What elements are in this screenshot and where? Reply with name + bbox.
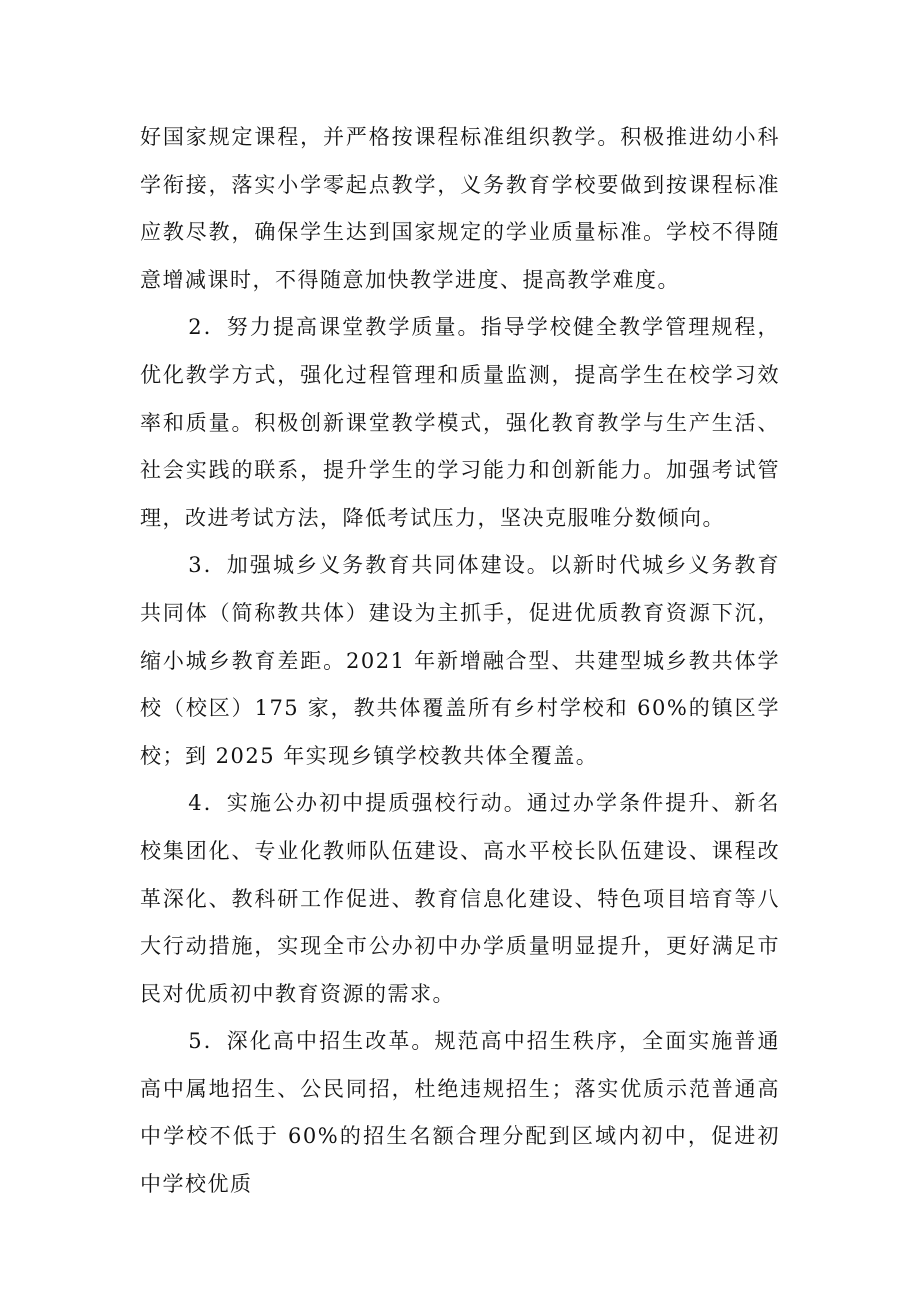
paragraph-item-3: 3．加强城乡义务教育共同体建设。以新时代城乡义务教育共同体（简称教共体）建设为主抓手，促进优质教育资源下沉，缩小城乡教育差距。2021 年新增融合型、共建型城乡教共体学校（校区）175 家，教共体覆盖所有乡村学校和 60%的镇区学校；到 2025 年实现乡镇学校教共体全覆盖。 — [140, 553, 780, 768]
paragraph-item-4: 4．实施公办初中提质强校行动。通过办学条件提升、新名校集团化、专业化教师队伍建设、高水平校长队伍建设、课程改革深化、教科研工作促进、教育信息化建设、特色项目培育等八大行动措施，实现全市公办初中办学质量明显提升，更好满足市民对优质初中教育资源的需求。 — [140, 791, 780, 1006]
document-body — [140, 114, 780, 1209]
paragraph-item-2: 2．努力提高课堂教学质量。指导学校健全教学管理规程，优化教学方式，强化过程管理和质量监测，提高学生在校学习效率和质量。积极创新课堂教学模式，强化教育教学与生产生活、社会实践的联系，提升学生的学习能力和创新能力。加强考试管理，改进考试方法，降低考试压力，坚决克服唯分数倾向。 — [140, 315, 780, 530]
paragraph-item-5: 5．深化高中招生改革。规范高中招生秩序，全面实施普通高中属地招生、公民同招，杜绝违规招生；落实优质示范普通高中学校不低于 60%的招生名额合理分配到区域内初中，促进初中学校优质 — [140, 1029, 780, 1197]
paragraph-continuation: 好国家规定课程，并严格按课程标准组织教学。积极推进幼小科学衔接，落实小学零起点教学，义务教育学校要做到按课程标准应教尽教，确保学生达到国家规定的学业质量标准。学校不得随意增减课时，不得随意加快教学进度、提高教学难度。 — [140, 125, 780, 292]
